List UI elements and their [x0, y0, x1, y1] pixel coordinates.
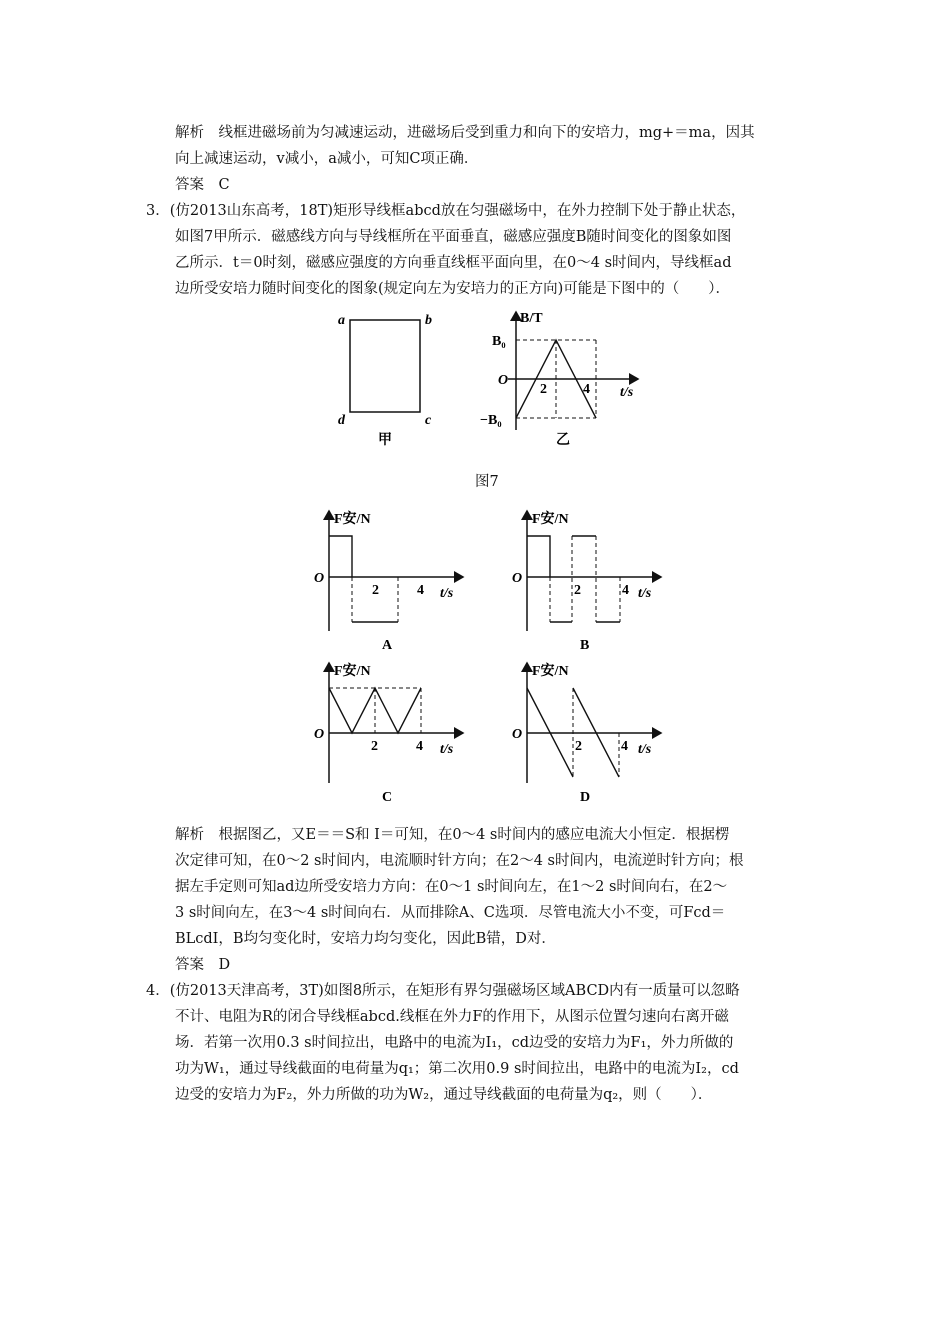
yi-origin: O [498, 373, 509, 388]
analysis-text-line: 次定律可知，在0～2 s时间内，电流顺时针方向；在2～4 s时间内，电流逆时针方向；根 [175, 853, 744, 869]
yi-ylabel: B/T [520, 311, 543, 326]
analysis-text-line: 解析 线框进磁场前为匀减速运动，进磁场后受到重力和向下的安培力，mg+＝ma，因其 [175, 125, 755, 141]
yi-b0: B₀ [492, 334, 506, 349]
option-xlabel: t/s [638, 586, 652, 601]
option-origin: O [512, 571, 523, 586]
question-3-line: 乙所示．t＝0时刻，磁感应强度的方向垂直线框平面向里，在0～4 s时间内，导线框ad [175, 255, 732, 271]
figure-7-yi [478, 300, 658, 450]
option-xlabel: t/s [638, 742, 652, 757]
corner-d: d [338, 413, 345, 428]
analysis-text-line: 据左手定则可知ad边所受安培力方向：在0～1 s时间向左，在1～2 s时间向右，在2～ [175, 879, 728, 895]
option-tick-4: 4 [416, 739, 423, 754]
corner-a: a [338, 313, 345, 328]
analysis-text-line: BLcdI，B均匀变化时，安培力均匀变化，因此B错，D对． [175, 931, 556, 947]
option-letter-d: D [580, 790, 591, 805]
analysis-text-line: 解析 根据图乙，又E＝＝S和 I＝可知，在0～4 s时间内的感应电流大小恒定．根据楞 [175, 827, 730, 843]
option-ylabel: F安/N [334, 664, 371, 679]
option-tick-2: 2 [372, 583, 379, 598]
option-ylabel: F安/N [334, 512, 371, 527]
question-3-line: 3．(仿2013山东高考，18T)矩形导线框abcd放在匀强磁场中，在外力控制下处于静止状态， [146, 203, 746, 219]
option-a-graph [310, 505, 480, 657]
option-letter-a: A [382, 638, 393, 653]
option-tick-4: 4 [622, 583, 629, 598]
option-tick-4: 4 [417, 583, 424, 598]
yi-tick-2: 2 [540, 382, 547, 397]
question-3-line: 边所受安培力随时间变化的图象(规定向左为安培力的正方向)可能是下图中的（ ）． [175, 281, 731, 297]
corner-c: c [425, 413, 432, 428]
question-4-line: 边受的安培力为F₂，外力所做的功为W₂，通过导线截面的电荷量为q₂，则（ ）． [175, 1087, 713, 1103]
option-tick-2: 2 [371, 739, 378, 754]
question-3-line: 如图7甲所示．磁感线方向与导线框所在平面垂直，磁感应强度B随时间变化的图象如图 [175, 229, 732, 245]
option-ylabel: F安/N [532, 512, 569, 527]
caption-jia: 甲 [378, 433, 392, 448]
analysis-text-line: 3 s时间向左，在3～4 s时间向右．从而排除A、C选项．尽管电流大小不变，可Fcd＝ [175, 905, 726, 921]
question-4-line: 场．若第一次用0.3 s时间拉出，电路中的电流为I₁，cd边受的安培力为F₁，外力所做的 [175, 1035, 734, 1051]
option-tick-2: 2 [574, 583, 581, 598]
question-4-line: 不计、电阻为R的闭合导线框abcd.线框在外力F的作用下，从图示位置匀速向右离开磁 [175, 1009, 729, 1025]
option-c-graph [310, 657, 480, 809]
figure-7-jia [320, 300, 450, 450]
analysis-text-line: 向上减速运动，v减小，a减小，可知C项正确． [175, 151, 479, 167]
option-letter-b: B [580, 638, 590, 653]
option-d-graph [508, 657, 678, 809]
option-tick-4: 4 [621, 739, 628, 754]
question-4-line: 功为W₁，通过导线截面的电荷量为q₁；第二次用0.9 s时间拉出，电路中的电流为I₂，cd [175, 1061, 739, 1077]
option-origin: O [512, 727, 523, 742]
option-ylabel: F安/N [532, 664, 569, 679]
yi-neg-b0: −B₀ [480, 413, 502, 428]
option-tick-2: 2 [575, 739, 582, 754]
figure-7-caption: 图7 [475, 474, 499, 490]
yi-xlabel: t/s [620, 385, 634, 400]
caption-yi: 乙 [556, 433, 570, 448]
option-origin: O [314, 571, 325, 586]
question-4-line: 4．(仿2013天津高考，3T)如图8所示，在矩形有界匀强磁场区域ABCD内有一质量可以忽略 [146, 983, 740, 999]
answer-line: 答案 C [175, 177, 230, 193]
option-xlabel: t/s [440, 742, 454, 757]
option-letter-c: C [382, 790, 393, 805]
answer-line: 答案 D [175, 957, 231, 973]
option-b-graph [508, 505, 678, 657]
option-origin: O [314, 727, 325, 742]
corner-b: b [425, 313, 432, 328]
option-xlabel: t/s [440, 586, 454, 601]
yi-tick-4: 4 [583, 382, 590, 397]
